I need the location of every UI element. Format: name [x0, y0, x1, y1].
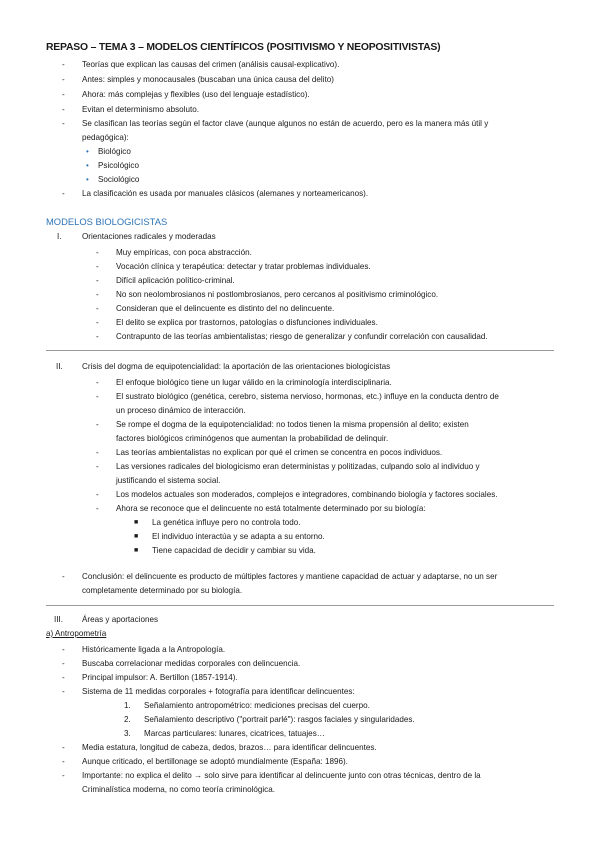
list-item: - Evitan el determinismo absoluto. — [62, 105, 199, 114]
divider — [46, 605, 554, 606]
square-bullet-icon: ■ — [134, 519, 139, 526]
list-item: • Psicológico — [86, 159, 139, 173]
list-item: - Muy empíricas, con poca abstracción. — [96, 248, 252, 257]
bullet-icon: • — [86, 175, 89, 184]
list-item: - El enfoque biológico tiene un lugar válido en la criminología interdisciplinaria. — [96, 378, 392, 387]
list-item: - Sistema de 11 medidas corporales + fotografía para identificar delincuentes: — [62, 687, 355, 696]
conclusion: - Conclusión: el delincuente es producto de múltiples factores y mantiene capacidad de actuar y adaptarse, no un ser completamente determinado por su biología. — [62, 572, 498, 595]
bullet-icon: • — [86, 161, 89, 170]
numbered-item: 1. Señalamiento antropométrico: mediciones precisas del cuerpo. — [124, 701, 370, 710]
numbered-item: 3. Marcas particulares: lunares, cicatrices, tatuajes… — [124, 729, 325, 738]
list-item: - Se rompe el dogma de la equipotencialidad: no todos tienen la misma propensión al delito; existen factores biológicos criminógenos que aumentan la probabilidad de delinquir. — [96, 420, 469, 443]
list-item: - Las teorías ambientalistas no explican por qué el crimen se concentra en pocos individuos. — [96, 448, 443, 457]
list-item: - El sustrato biológico (genética, cerebro, sistema nervioso, hormonas, etc.) influye en la conducta dentro de un proceso dinámico de interacción. — [96, 392, 499, 415]
roman-numeral: III. — [54, 615, 63, 624]
roman-numeral: II. — [56, 362, 63, 371]
subsection-title: Áreas y aportaciones — [82, 615, 159, 624]
section-heading: MODELOS BIOLOGICISTAS — [46, 216, 168, 227]
subsection-title: Orientaciones radicales y moderadas — [82, 232, 216, 241]
page-title: REPASO – TEMA 3 – MODELOS CIENTÍFICOS (POSITIVISMO Y NEOPOSITIVISTAS) — [46, 42, 441, 53]
subheading: a) Antropometría — [46, 629, 107, 638]
list-item: - Vocación clínica y terapéutica: detectar y tratar problemas individuales. — [96, 262, 371, 271]
list-item: - Difícil aplicación político-criminal. — [96, 276, 235, 285]
list-item: - Los modelos actuales son moderados, complejos e integradores, combinando biología y factores sociales. — [96, 490, 498, 499]
list-item: ■ La genética influye pero no controla todo. — [134, 516, 301, 530]
list-item: - Buscaba correlacionar medidas corporales con delincuencia. — [62, 659, 301, 668]
list-item: ■ Tiene capacidad de decidir y cambiar su vida. — [134, 544, 316, 558]
list-item: - Importante: no explica el delito → solo sirve para identificar al delincuente junto con otras técnicas, dentro de la Criminalística moderna, no como teoría criminológica. — [62, 771, 481, 794]
list-item: - Aunque criticado, el bertillonage se adoptó mundialmente (España: 1896). — [62, 757, 348, 766]
divider — [46, 350, 554, 351]
list-item: - Se clasifican las teorías según el factor clave (aunque algunos no están de acuerdo, pero es la manera más útil y pedagógica): — [62, 119, 489, 142]
list-item: • Sociológico — [86, 173, 139, 187]
square-bullet-icon: ■ — [134, 547, 139, 554]
bullet-icon: • — [86, 147, 89, 156]
list-item: - Históricamente ligada a la Antropología. — [62, 645, 226, 654]
list-item: - Consideran que el delincuente es distinto del no delincuente. — [96, 304, 335, 313]
list-item: - El delito se explica por trastornos, patologías o disfunciones individuales. — [96, 318, 378, 327]
subsection-title: Crisis del dogma de equipotencialidad: la aportación de las orientaciones biologicistas — [82, 362, 391, 371]
square-bullet-icon: ■ — [134, 533, 139, 540]
numbered-item: 2. Señalamiento descriptivo ("portrait parlé"): rasgos faciales y singularidades. — [124, 715, 415, 724]
list-item: - Las versiones radicales del biologicismo eran deterministas y politizadas, culpando solo al individuo y justificando el sistema social. — [96, 462, 480, 485]
list-item: - Media estatura, longitud de cabeza, dedos, brazos… para identificar delincuentes. — [62, 743, 377, 752]
list-item: - Antes: simples y monocausales (buscaban una única causa del delito) — [62, 75, 334, 84]
list-item: - Ahora: más complejas y flexibles (uso del lenguaje estadístico). — [62, 90, 310, 99]
list-item: - No son neolombrosianos ni postlombrosianos, pero cercanos al positivismo criminológico. — [96, 290, 439, 299]
list-item: - Teorías que explican las causas del crimen (análisis causal-explicativo). — [62, 60, 340, 69]
list-item: - Principal impulsor: A. Bertillon (1857-1914). — [62, 673, 238, 682]
list-item: ■ El individuo interactúa y se adapta a su entorno. — [134, 530, 325, 544]
list-item: - La clasificación es usada por manuales clásicos (alemanes y norteamericanos). — [62, 189, 369, 198]
list-item: - Contrapunto de las teorías ambientalistas; riesgo de generalizar y confundir correlación con causalidad. — [96, 332, 488, 341]
roman-numeral: I. — [57, 232, 62, 241]
list-item: - Ahora se reconoce que el delincuente no está totalmente determinado por su biología: — [96, 504, 426, 513]
list-item: • Biológico — [86, 145, 131, 159]
